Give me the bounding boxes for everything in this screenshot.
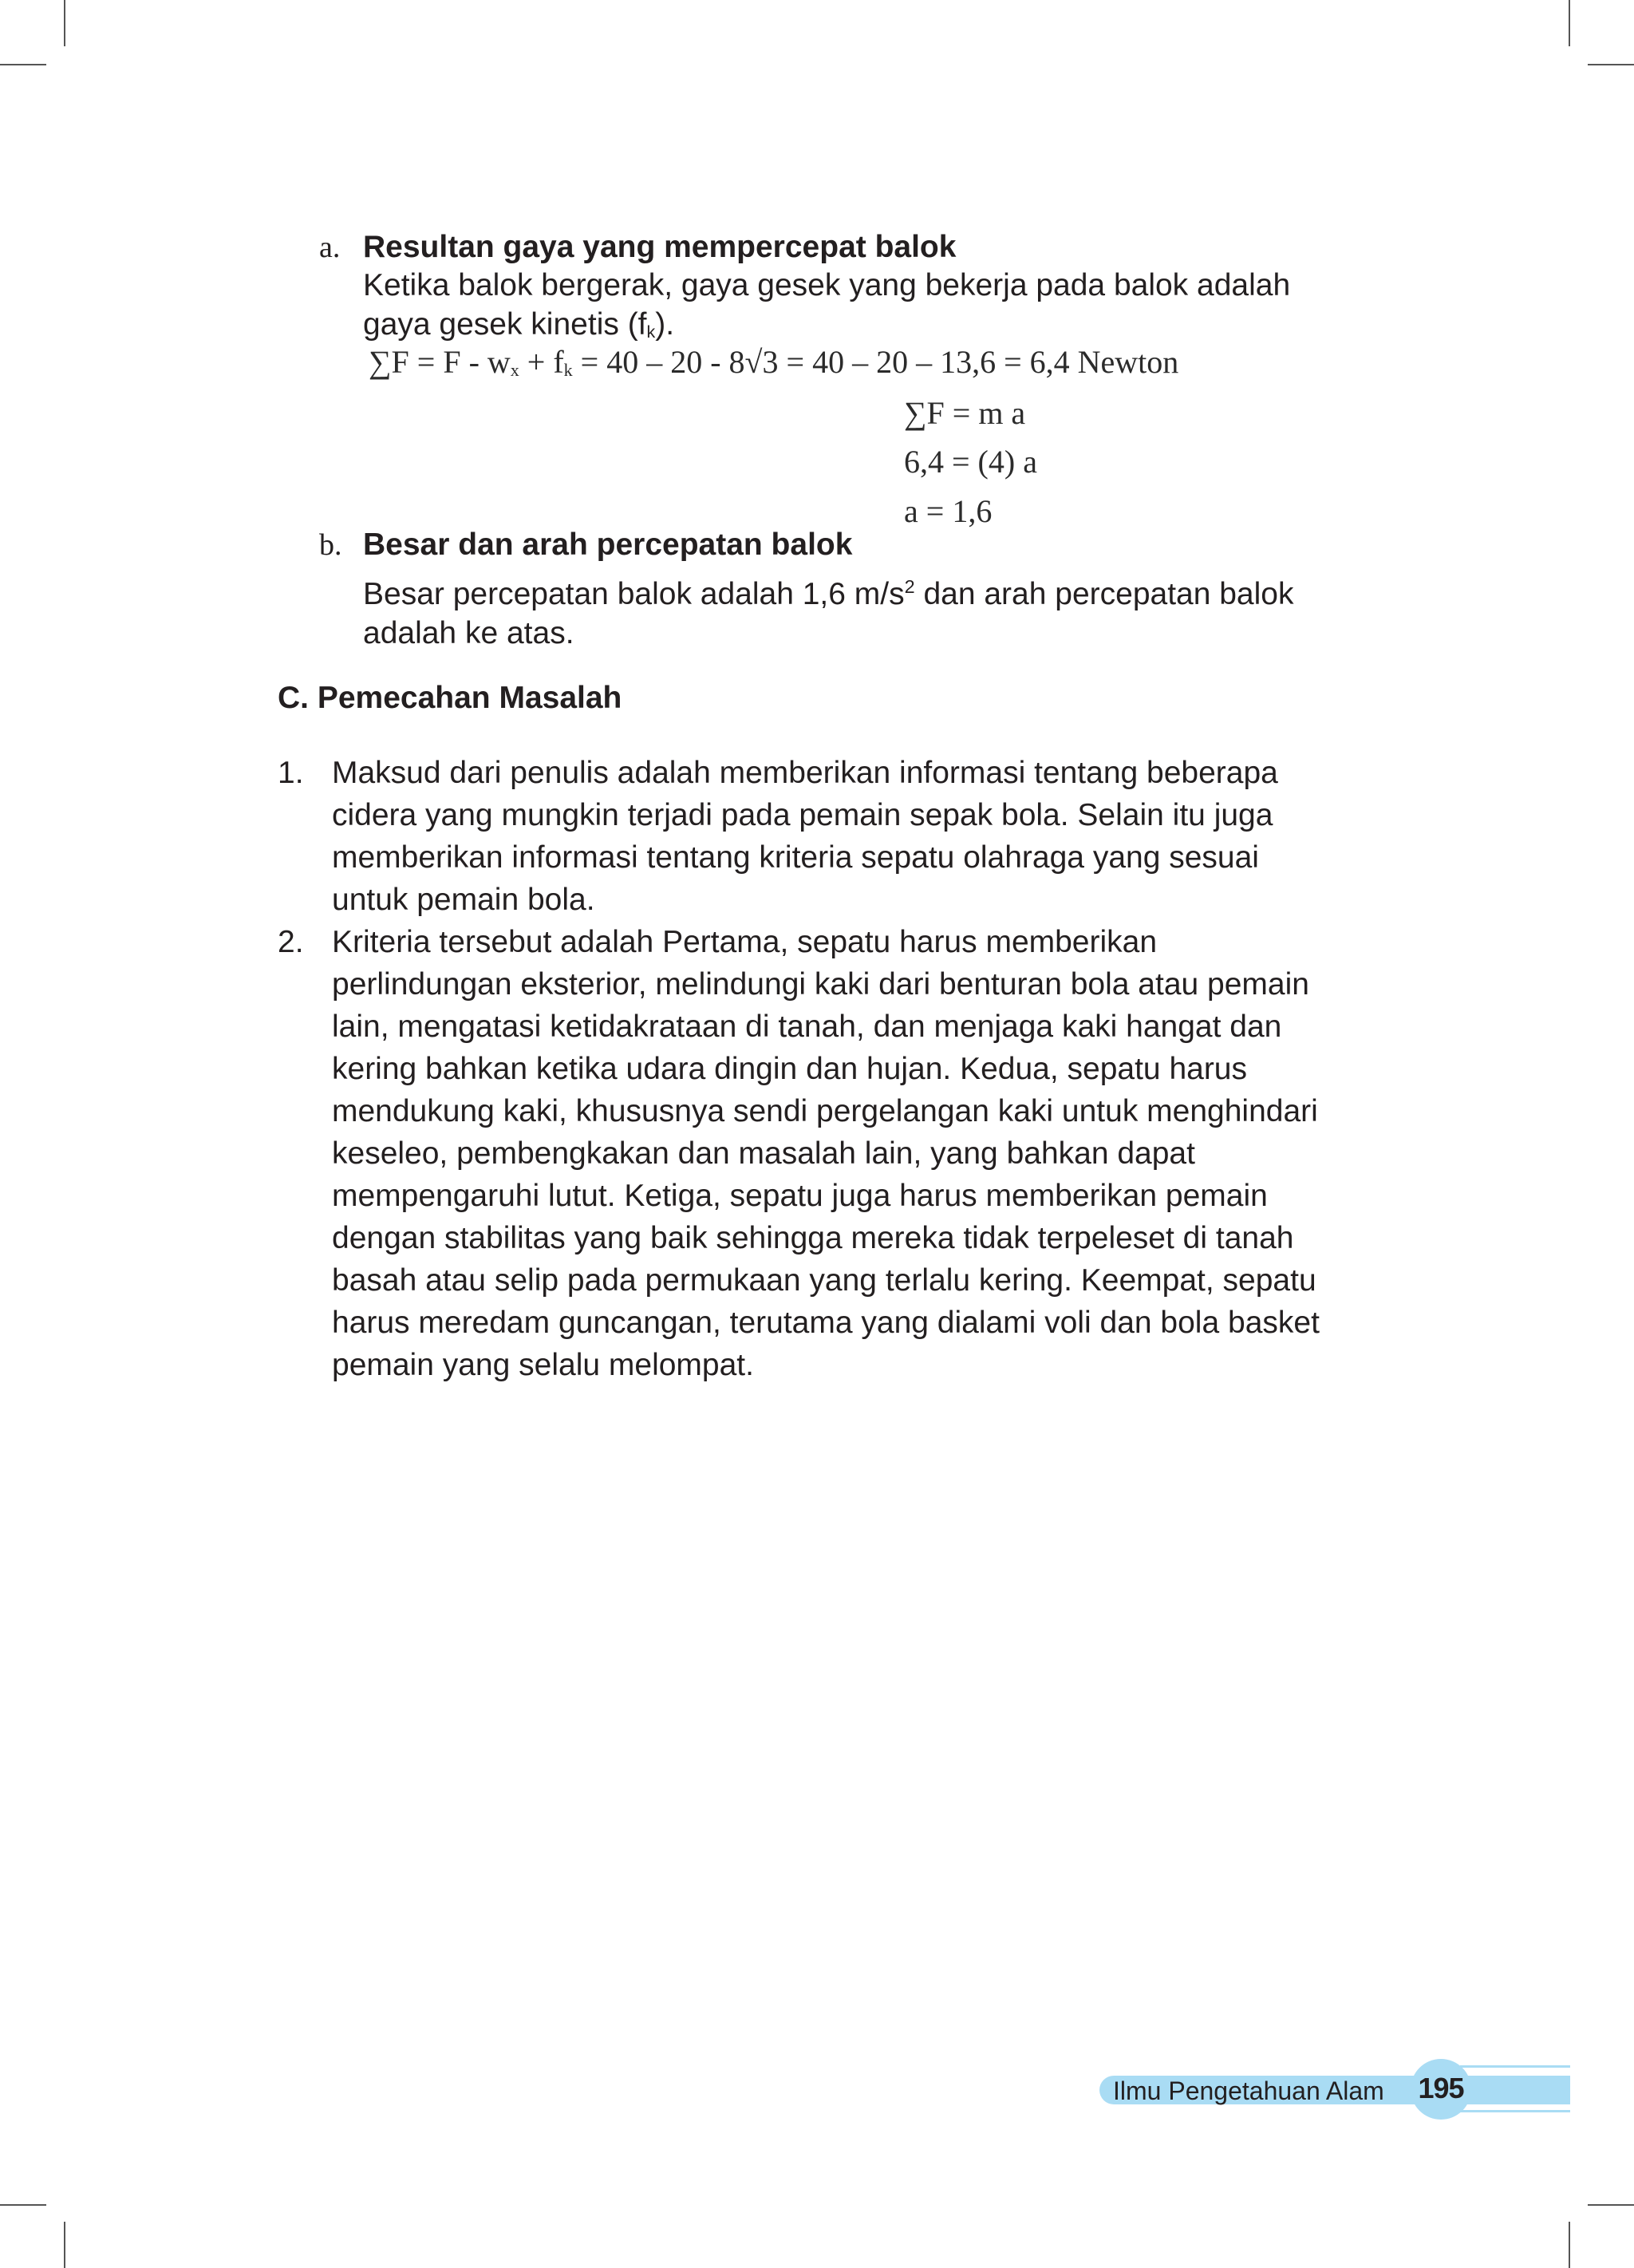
list-line: dengan stabilitas yang baik sehingga mereka tidak terpeleset di tanah [332, 1221, 1294, 1255]
list-line: lain, mengatasi ketidakrataan di tanah, dan menjaga kaki hangat dan [332, 1010, 1282, 1044]
list-text [332, 752, 1385, 921]
item-title: Resultan gaya yang mempercepat balok [363, 230, 957, 264]
item-body-line: Besar percepatan balok adalah 1,6 $m/s^2$ dan arah percepatan balok [363, 576, 1294, 611]
item-body-line: gaya gesek kinetis (fk). [363, 307, 675, 342]
list-line: keseleo, pembengkakan dan masalah lain, yang bahkan dapat [332, 1136, 1195, 1171]
list-line: harus meredam guncangan, terutama yang dialami voli dan bola basket [332, 1306, 1320, 1340]
list-line: Maksud dari penulis adalah memberikan informasi tentang beberapa [332, 756, 1278, 790]
footer-accent-line [1460, 2110, 1570, 2112]
list-number: 2. [278, 925, 304, 959]
item-body-line: Ketika balok bergerak, gaya gesek yang bekerja pada balok adalah [363, 268, 1291, 302]
answer-item-b [319, 527, 1380, 650]
item-title: Besar dan arah percepatan balok [363, 527, 853, 562]
item-letter: b. [319, 528, 342, 562]
list-line: basah atau selip pada permukaan yang terlalu kering. Keempat, sepatu [332, 1263, 1316, 1298]
list-line: untuk pemain bola. [332, 883, 595, 917]
numbered-list-item-2 [278, 921, 1395, 1392]
equation-substitution: 6,4 = (4) a [904, 444, 1037, 480]
list-line: memberikan informasi tentang kriteria sepatu olahraga yang sesuai [332, 840, 1259, 875]
equation-result: a = 1,6 [904, 493, 993, 529]
footer-accent-line [1460, 2065, 1570, 2068]
answer-item-a [319, 230, 1380, 342]
equation-newton-second-law: ∑F = m a [904, 395, 1026, 431]
item-body-line: adalah ke atas. [363, 616, 574, 650]
list-line: mempengaruhi lutut. Ketiga, sepatu juga harus memberikan pemain [332, 1179, 1268, 1213]
list-text [332, 921, 1385, 1386]
list-line: cidera yang mungkin terjadi pada pemain sepak bola. Selain itu juga [332, 798, 1273, 832]
list-number: 1. [278, 756, 304, 790]
list-line: mendukung kaki, khususnya sendi pergelangan kaki untuk menghindari [332, 1094, 1318, 1128]
list-line: kering bahkan ketika udara dingin dan hujan. Kedua, sepatu harus [332, 1052, 1247, 1086]
equation-resultant-force: ∑F = F - wx + fk = 40 – 20 - 8√3 = 40 – 20 – 13,6 = 6,4 Newton [369, 344, 1179, 380]
footer-book-title: Ilmu Pengetahuan Alam [1113, 2076, 1384, 2105]
item-body [363, 266, 1400, 352]
page-number: 195 [1418, 2072, 1464, 2104]
numbered-list-item-1 [278, 752, 1395, 923]
item-body [363, 567, 1400, 653]
list-line: pemain yang selalu melompat. [332, 1348, 754, 1382]
item-letter: a. [319, 231, 341, 264]
section-heading: C. Pemecahan Masalah [278, 681, 622, 715]
list-line: perlindungan eksterior, melindungi kaki dari benturan bola atau pemain [332, 967, 1309, 1002]
list-line: Kriteria tersebut adalah Pertama, sepatu harus memberikan [332, 925, 1158, 959]
